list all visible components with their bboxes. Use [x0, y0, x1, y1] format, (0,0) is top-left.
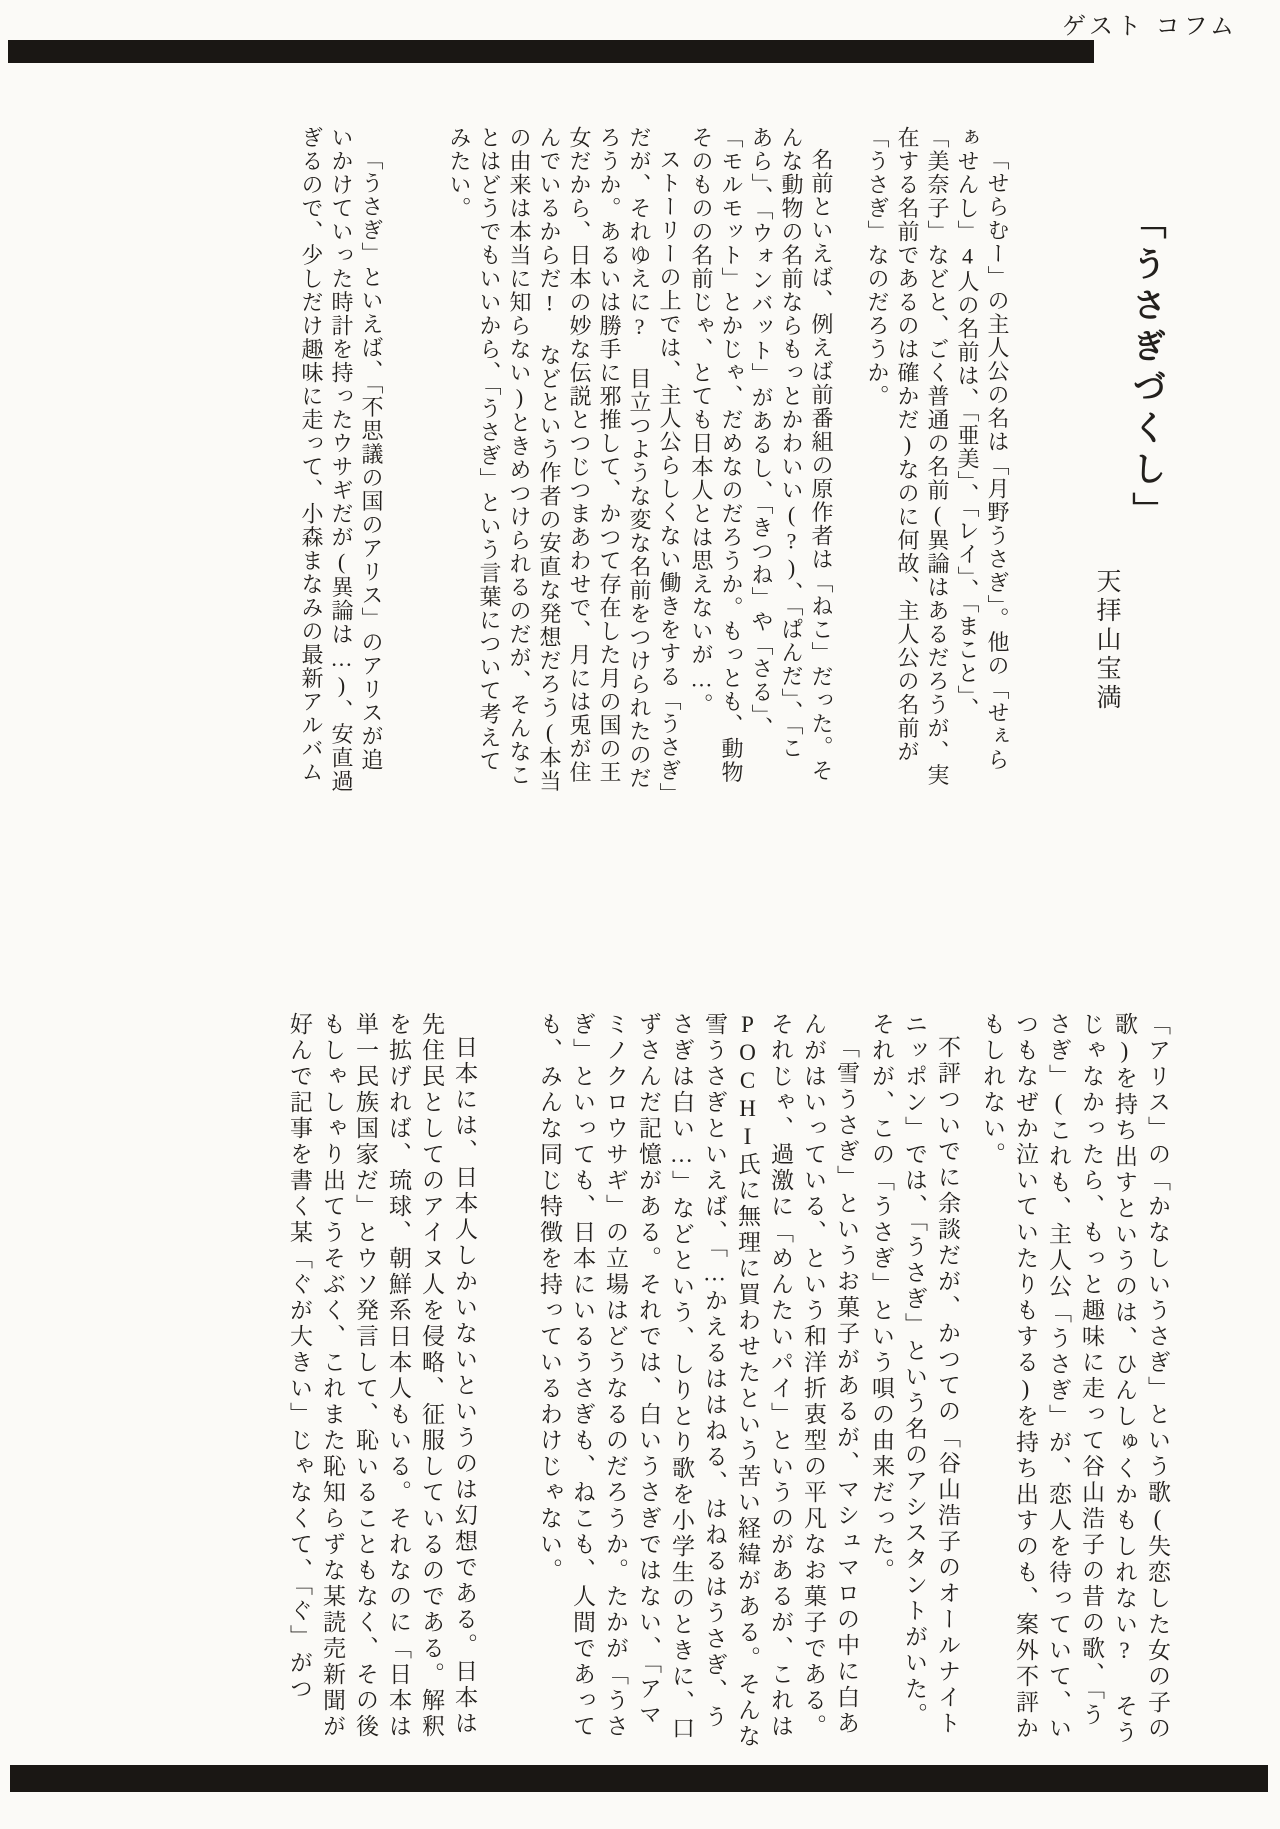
paragraph [976, 1012, 1174, 1746]
text-column: 在する名前であるのは確かだ)なのに何故、主人公の名前が [895, 126, 920, 764]
text-column: あら」、「ウォンバット」があるし、「きつね」や「さる」、 [749, 126, 774, 740]
text-column: も、みんな同じ特徴を持っているわけじゃない。 [537, 1012, 562, 1584]
text-column: 女だから、日本の妙な伝説とつじつまあわせで、月には兎が住 [567, 126, 592, 784]
article-author: 天拝山宝満 [1093, 568, 1120, 713]
paragraph [862, 126, 1012, 794]
text-column: さぎは白い…」などという、しりとり歌を小学生のときに、口 [669, 1012, 694, 1742]
text-column: の由来は本当に知らない)ときめつけられるのだが、そんなこ [507, 126, 532, 787]
article-title: 「うさぎづくし」 [1127, 205, 1164, 533]
text-column: みたい。 [447, 126, 472, 220]
bottom-rule-bar [10, 1765, 1268, 1792]
text-column: POCHI氏に無理に買わせたという苦い経緯がある。そんな [735, 1012, 760, 1750]
text-column: 名前といえば、例えば前番組の原作者は「ねこ」だった。そ [809, 148, 834, 783]
text-column: そのものの名前じゃ、とても日本人とは思えないが…。 [689, 126, 714, 717]
text-column: 「雪うさぎ」というお菓子があるが、マシュマロの中に白あ [834, 1035, 859, 1737]
text-column: 単一民族国家だ」とウソ発言して、恥いることもなく、その後 [353, 1012, 378, 1740]
text-column: もしゃしゃり出てうそぶく、これまた恥知らずな某読売新聞が [320, 1012, 345, 1740]
text-column: 「うさぎ」なのだろうか。 [865, 126, 890, 408]
page-header-label: ゲスト コフム [1061, 13, 1238, 40]
text-column: 先住民としてのアイヌ人を侵略、征服しているのである。解釈 [419, 1012, 444, 1740]
text-column: んがはいっている、という和洋折衷型の平凡なお菓子である。 [801, 1012, 826, 1740]
paragraph [686, 126, 836, 794]
text-column: 「アリス」の「かなしいうさぎ」という歌(失恋した女の子の [1145, 1012, 1170, 1742]
text-column: ろうか。あるいは勝手に邪推して、かつて存在した月の国の王 [597, 126, 622, 784]
text-column: ミノクロウサギ」の立場はどうなるのだろうか。たかが「うさ [603, 1012, 628, 1740]
text-column: 「美奈子」などと、ごく普通の名前(異論はあるだろうが、実 [925, 126, 950, 787]
text-column: 日本には、日本人しかいないというのは幻想である。日本は [452, 1035, 477, 1737]
text-column: を拡げれば、琉球、朝鮮系日本人もいる。それなのに「日本は [386, 1012, 411, 1740]
text-column: ぁせんし」4人の名前は、「亜美」、「レイ」、「まこと」、 [955, 126, 980, 721]
paragraph [283, 1012, 481, 1742]
upper-text-block [296, 126, 1012, 806]
text-column: 好んで記事を書く某「ぐが大きい」じゃなくて、「ぐ」がつ [287, 1012, 312, 1703]
text-column: ストーリーの上では、主人公らしくない働きをする「うさぎ」 [657, 148, 682, 806]
text-column: いかけていった時計を持ったウサギだが(異論は…)、安直過 [329, 126, 354, 793]
lower-text-block [283, 1012, 1174, 1750]
paragraph [865, 1012, 964, 1742]
text-column: もしれない。 [980, 1012, 1005, 1168]
paragraph [533, 1012, 863, 1750]
text-column: 雪うさぎといえば、「…かえるははねる、はねるはうさぎ、う [702, 1012, 727, 1731]
text-column: それじゃ、過激に「めんたいパイ」というのがあるが、これは [768, 1012, 793, 1740]
text-column: 「モルモット」とかじゃ、だめなのだろうか。もっとも、動物 [719, 126, 744, 784]
text-column: ニッポン」では、「うさぎ」という名のアシスタントがいた。 [902, 1012, 927, 1729]
text-column: さぎ」(これも、主人公「うさぎ」が、恋人を待っていて、い [1046, 1012, 1071, 1742]
paragraph [296, 126, 386, 794]
text-column: 「せらむー」の主人公の名は「月野うさぎ」。他の「せぇら [985, 148, 1010, 772]
text-column: つもなぜか泣いていたりもする)を持ち出すのも、案外不評か [1013, 1012, 1038, 1742]
paragraph [444, 126, 684, 806]
text-column: 不評ついでに余談だが、かつての「谷山浩子のオールナイト [935, 1035, 960, 1737]
text-column: ぎるので、少しだけ趣味に走って、小森まなみの最新アルバム [299, 126, 324, 784]
text-column: 「うさぎ」といえば、「不思議の国のアリス」のアリスが追 [359, 148, 384, 772]
text-column: とはどうでもいいから、「うさぎ」という言葉について考えて [477, 126, 502, 773]
text-column: んでいるからだ! などという作者の安直な発想だろう(本当 [537, 126, 562, 793]
top-rule-bar [8, 40, 1094, 63]
text-column: んな動物の名前ならもっとかわいい(?)、「ぱんだ」、「こ [779, 126, 804, 760]
text-column: それが、この「うさぎ」という唄の由来だった。 [869, 1012, 894, 1584]
text-column: だが、それゆえに? 目立つような変な名前をつけられたのだ [627, 126, 652, 790]
text-column: 歌)を持ち出すというのは、ひんしゅくかもしれない? そう [1112, 1012, 1137, 1746]
text-column: ずさんだ記憶がある。それでは、白いうさぎではない、「アマ [636, 1012, 661, 1729]
text-column: ぎ」といっても、日本にいるうさぎも、ねこも、人間であって [570, 1012, 595, 1740]
text-column: じゃなかったら、もっと趣味に走って谷山浩子の昔の歌、「う [1079, 1012, 1104, 1729]
